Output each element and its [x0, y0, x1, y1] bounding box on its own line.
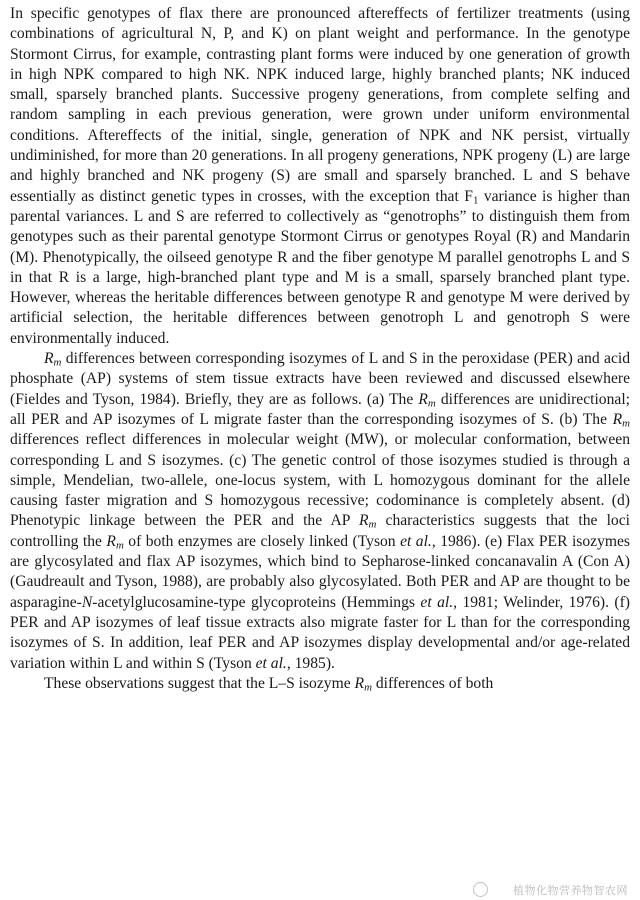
watermark-text: 植物化物营养物智农网	[513, 884, 628, 897]
circle-logo-icon	[473, 882, 488, 897]
f1-symbol: $F_1$	[464, 187, 479, 207]
rm-symbol: $R_m$	[358, 512, 377, 532]
paragraph-text: of both enzymes are closely linked (Tyson	[123, 532, 401, 550]
document-page	[10, 4, 630, 694]
paragraph-text: -acetylglucosamine-type glycoproteins (Hemmings	[92, 593, 421, 611]
paragraph-text: In specific genotypes of flax there are pronounced aftereffects of fertilizer treatments (using combinations of agricultural N, P, and K) on plant weight and performance. In the genotype Stormont Cirrus, for example, contrasting plant forms were induced by one generation of growth in high NPK compared to high NK. NPK induced large, highly branched plants; NK induced small, sparsely branched plants. Successive progeny generations, from complete selfing and random sampling in each previous generation, were grown under uniform environmental conditions. Aftereffects of the initial, single, generation of NPK and NK persist, virtually undiminished, for more than 20 generations. In all progeny generations, NPK progeny (L) are large and highly branched and NK progeny (S) are small and sparsely branched. L and S behave essentially as distinct genetic types in crosses, with the exception that	[10, 5, 630, 205]
rm-symbol: $R_m$	[354, 674, 372, 694]
paragraph-text: characteristics suggests that the loci controlling the	[10, 512, 630, 550]
paragraph-text: differences are unidirectional; all PER and AP isozymes of L migrate faster than the corresponding isozymes of S. (b) The	[10, 390, 630, 428]
paragraph-text: differences reflect differences in molecular weight (MW), or molecular conformation, between corresponding L and S isozymes. (c) The genetic control of those isozymes studied is through a simple, Mendelian, two-allele, one-locus system, with L homozygous dominant for the allele causing faster migration and S homozygous recessive; codominance is completely absent. (d) Phenotypic linkage between the PER and the AP	[10, 431, 630, 530]
paragraph-text: , 1986). (e) Flax PER isozymes are glycosylated and flax AP isozymes, which bind to Sepharose-linked concanavalin A (Con A) (Gaudreault and Tyson, 1988), are probably also glycosylated. Both PER and AP are thought to be asparagine-	[10, 532, 630, 611]
paragraph-text: differences of both	[371, 674, 494, 692]
paragraph-text: These observations suggest that the L–S isozyme	[44, 674, 355, 692]
paragraph-text: , 1981; Welinder, 1976). (f) PER and AP isozymes of leaf tissue extracts also migrate faster for L than for the corresponding isozymes of S. In addition, leaf PER and AP isozymes display developmental and/or age-related variation within L and within S (Tyson	[10, 593, 630, 672]
rm-symbol: $R_m$	[106, 532, 124, 552]
paragraph-isozymes	[10, 349, 630, 674]
rm-symbol: $R_m$	[44, 350, 62, 369]
et-al-citation: et al.	[400, 532, 432, 550]
paragraph-genotrophs	[10, 4, 630, 349]
paragraph-text: variance is higher than parental variances. L and S are referred to collectively as “genotrophs” to distinguish them from genotypes such as their parental genotype Stormont Cirrus or genotypes Royal (R) and Mandarin (M). Phenotypically, the oilseed genotype R and the fiber genotype M parallel genotrophs L and S in that R is a large, high-branched plant type and M is a small, sparsely branched plant type. However, whereas the heritable differences between genotype R and genotype M were derived by artificial selection, the heritable differences between genotroph L and genotroph S were environmentally induced.	[10, 187, 631, 347]
paragraph-text: , 1985).	[286, 654, 335, 672]
et-al-citation: et al.	[420, 593, 454, 611]
n-italic: N	[81, 593, 93, 611]
paragraph-text: differences between corresponding isozymes of L and S in the peroxidase (PER) and acid phosphate (AP) systems of stem tissue extracts have been reviewed and discussed elsewhere (Fieldes and Tyson, 1984). Briefly, they are as follows. (a) The	[10, 350, 630, 408]
paragraph-observations	[10, 674, 630, 694]
rm-symbol: $R_m$	[612, 410, 630, 430]
et-al-citation: et al.	[255, 654, 287, 672]
rm-symbol: $R_m$	[418, 390, 436, 410]
